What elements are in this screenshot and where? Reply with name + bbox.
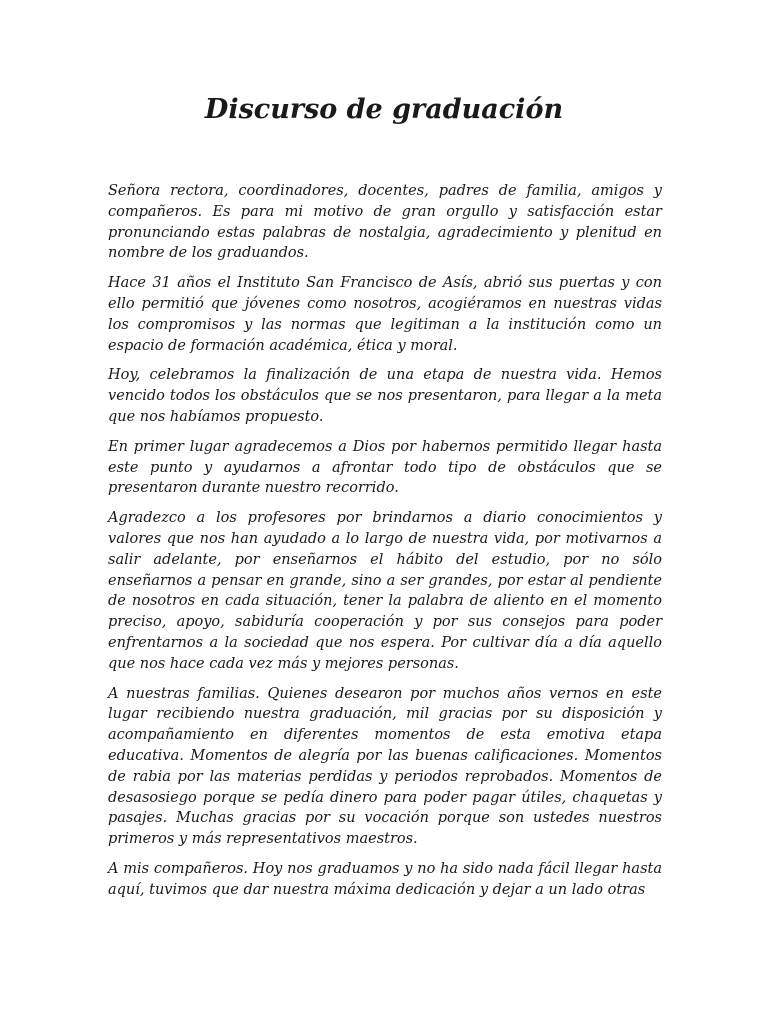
paragraph-thanks-god: En primer lugar agradecemos a Dios por habernos permitido llegar hasta este punto y ayudarnos a afrontar todo tipo de obstáculos que se presentaron durante nuestro recorrido. [108, 438, 662, 497]
paragraph-celebration: Hoy, celebramos la finalización de una etapa de nuestra vida. Hemos vencido todos los obstáculos que se nos presentaron, para llegar a la meta que nos habíamos propuesto. [108, 367, 662, 425]
document-body [108, 181, 662, 910]
paragraph-classmates: A mis compañeros. Hoy nos graduamos y no ha sido nada fácil llegar hasta aquí, tuvimos que dar nuestra máxima dedicación y dejar a un lado otras [108, 860, 662, 898]
paragraph-institute-history: Hace 31 años el Instituto San Francisco de Asís, abrió sus puertas y con ello permitió que jóvenes como nosotros, acogiéramos en nuestras vidas los compromisos y las normas que legitiman a la institución como un espacio de formación académica, ética y moral. [108, 275, 662, 354]
paragraph-greeting: Señora rectora, coordinadores, docentes, padres de familia, amigos y compañeros. Es para mi motivo de gran orgullo y satisfacción estar pronunciando estas palabras de nostalgia, agradecimiento y plenitud en nombre de los graduandos. [108, 183, 662, 262]
paragraph-thanks-teachers: Agradezco a los profesores por brindarnos a diario conocimientos y valores que nos han ayudado a lo largo de nuestra vida, por motivarnos a salir adelante, por enseñarnos el hábito del estudio, por no sólo enseñarnos a pensar en grande, sino a ser grandes, por estar al pendiente de nosotros en cada situación, tener la palabra de aliento en el momento preciso, apoyo, sabiduría cooperación y por sus consejos para poder enfrentarnos a la sociedad que nos espera. Por cultivar día a día aquello que nos hace cada vez más y mejores personas. [108, 510, 662, 672]
paragraph-thanks-families: A nuestras familias. Quienes desearon por muchos años vernos en este lugar recibiendo nuestra graduación, mil gracias por su disposición y acompañamiento en diferentes momentos de esta emotiva etapa educativa. Momentos de alegría por las buenas calificaciones. Momentos de rabia por las materias perdidas y periodos reprobados. Momentos de desasosiego porque se pedía dinero para poder pagar útiles, chaquetas y pasajes. Muchas gracias por su vocación porque son ustedes nuestros primeros y más representativos maestros. [108, 685, 662, 848]
document-title: Discurso de graduación [204, 94, 564, 125]
